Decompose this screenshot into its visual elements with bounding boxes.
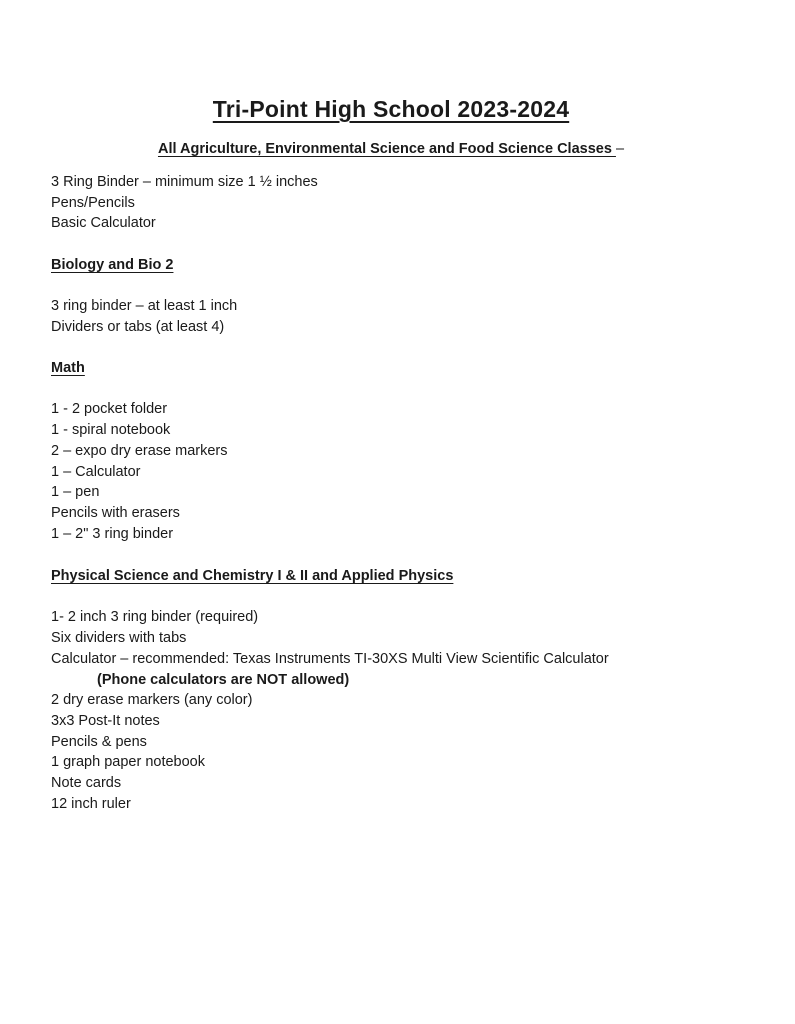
list-item: Note cards: [51, 775, 122, 792]
list-item: 3x3 Post-It notes: [51, 712, 160, 729]
phone-calculator-note: (Phone calculators are NOT allowed): [97, 671, 350, 688]
agriculture-supply-list: [51, 172, 751, 234]
list-item: 1 - 2 pocket folder: [51, 401, 168, 418]
list-item: Calculator – recommended: Texas Instruments TI-30XS Multi View Scientific Calculator: [51, 650, 609, 667]
list-item: 12 inch ruler: [51, 795, 131, 812]
section-heading-physical-science: Physical Science and Chemistry I & II and Applied Physics: [51, 568, 454, 584]
list-item: Pens/Pencils: [51, 194, 135, 211]
biology-supply-list: [51, 296, 751, 337]
section-math: [51, 358, 751, 544]
section-heading-biology: Biology and Bio 2: [51, 257, 174, 273]
subtitle-dash: –: [615, 141, 625, 157]
list-item: 2 – expo dry erase markers: [51, 442, 228, 459]
list-item: Six dividers with tabs: [51, 630, 187, 647]
math-supply-list: [51, 399, 751, 544]
physical-science-supply-list: [51, 607, 751, 814]
list-item: Pencils & pens: [51, 733, 147, 750]
page-title: Tri-Point High School 2023-2024: [212, 96, 570, 122]
subtitle-text: All Agriculture, Environmental Science and Food Science Classes: [157, 141, 616, 157]
list-item: Basic Calculator: [51, 215, 156, 232]
section-heading-math: Math: [51, 360, 85, 376]
section-biology: [51, 255, 751, 338]
list-item: 1- 2 inch 3 ring binder (required): [51, 609, 259, 626]
list-item: 1 – Calculator: [51, 463, 141, 480]
section-agriculture: [51, 172, 751, 234]
list-item: 1 graph paper notebook: [51, 754, 205, 771]
section-physical-science: [51, 566, 751, 814]
list-item: 1 – pen: [51, 484, 100, 501]
list-item: 1 – 2" 3 ring binder: [51, 525, 174, 542]
list-item: Pencils with erasers: [51, 504, 180, 521]
list-item: 2 dry erase markers (any color): [51, 692, 253, 709]
list-item: 3 Ring Binder – minimum size 1 ½ inches: [51, 174, 318, 190]
list-item: Dividers or tabs (at least 4): [51, 319, 225, 336]
page-subtitle: [0, 141, 782, 157]
list-item: 3 ring binder – at least 1 inch: [51, 298, 238, 315]
list-item: 1 - spiral notebook: [51, 422, 171, 439]
